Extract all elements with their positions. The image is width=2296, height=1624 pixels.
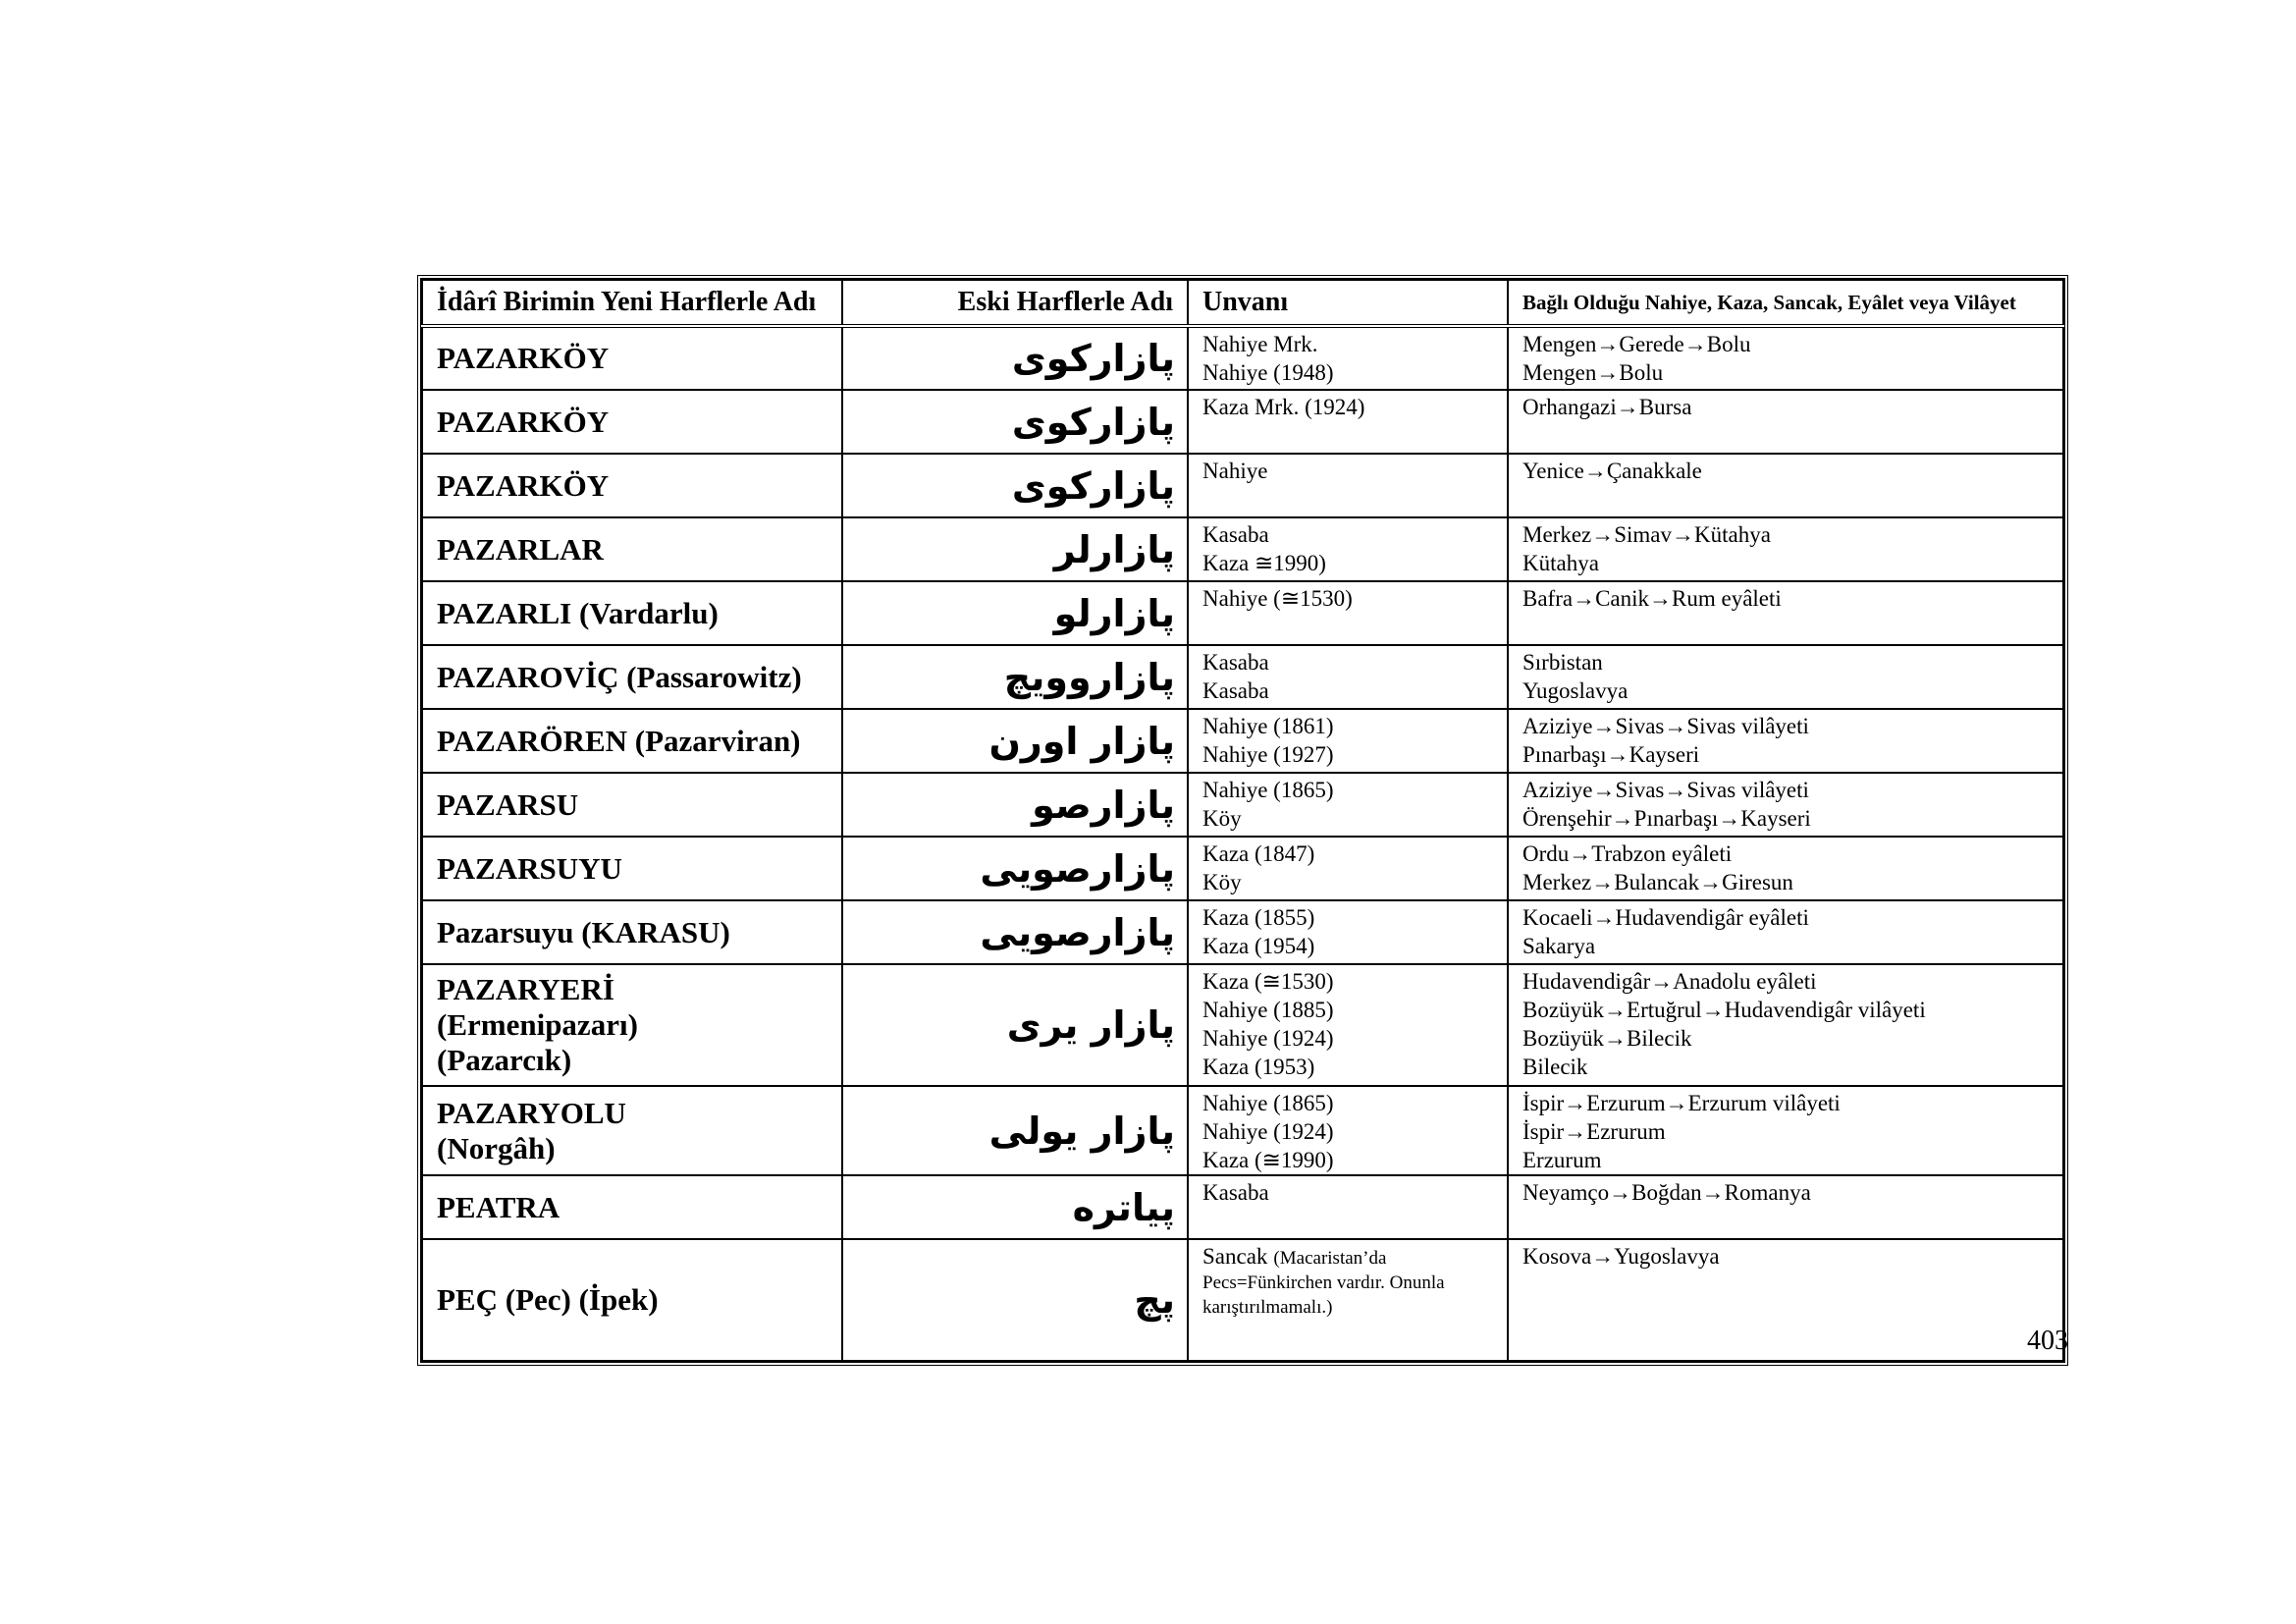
unit-affiliation-line: Mengen→Gerede→Bolu (1522, 332, 1751, 356)
unit-affiliation-line: Örenşehir→Pınarbaşı→Kayseri (1522, 806, 1811, 831)
unit-title-line: Kaza (1954) (1202, 934, 1315, 958)
unit-affiliation-line: Merkez→Bulancak→Giresun (1522, 870, 1793, 894)
unit-new-name-line: PEATRA (437, 1189, 561, 1224)
unit-title (1188, 773, 1508, 837)
unit-old-name: پازارلو (842, 581, 1188, 645)
page-number: 403 (2027, 1326, 2068, 1356)
unit-affiliation (1508, 709, 2063, 773)
unit-title-line: Nahiye (≅1530) (1202, 586, 1353, 611)
unit-affiliation-line: Aziziye→Sivas→Sivas vilâyeti (1522, 714, 1809, 738)
unit-new-name (422, 964, 842, 1086)
unit-title-line: Pecs=Fünkirchen vardır. Onunla (1202, 1272, 1445, 1293)
unit-affiliation-line: Sakarya (1522, 934, 1596, 958)
table-row (422, 964, 2063, 1086)
unit-affiliation-line: Ordu→Trabzon eyâleti (1522, 841, 1733, 866)
unit-new-name-line: PAZARKÖY (437, 341, 610, 375)
unit-new-name (422, 517, 842, 581)
unit-new-name-line: PAZARKÖY (437, 467, 610, 503)
unit-new-name (422, 1175, 842, 1239)
unit-old-name: پياتره (842, 1175, 1188, 1239)
unit-new-name (422, 709, 842, 773)
table-row (422, 1086, 2063, 1175)
unit-title (1188, 454, 1508, 517)
table-row (422, 326, 2063, 390)
unit-old-name: پازار اورن (842, 709, 1188, 773)
unit-affiliation-line: Erzurum (1522, 1148, 1602, 1172)
unit-affiliation-line: Pınarbaşı→Kayseri (1522, 742, 1700, 767)
table-row (422, 581, 2063, 645)
unit-title-line: Kaza Mrk. (1924) (1202, 395, 1365, 419)
unit-title-line: Sancak (1202, 1244, 1268, 1269)
table-row (422, 900, 2063, 964)
unit-affiliation (1508, 964, 2063, 1086)
unit-new-name-line: PAZARLI (Vardarlu) (437, 595, 719, 630)
header-affiliation: Bağlı Olduğu Nahiye, Kaza, Sancak, Eyâlet veya Vilâyet (1508, 280, 2063, 326)
unit-new-name (422, 326, 842, 390)
unit-affiliation-line: Kocaeli→Hudavendigâr eyâleti (1522, 905, 1809, 930)
unit-title (1188, 390, 1508, 454)
unit-new-name (422, 900, 842, 964)
unit-title-line: Nahiye (1924) (1202, 1026, 1334, 1051)
unit-title (1188, 1239, 1508, 1361)
unit-title-line: Nahiye (1927) (1202, 742, 1334, 767)
unit-affiliation-line: Orhangazi→Bursa (1522, 395, 1692, 419)
unit-affiliation-line: Yugoslavya (1522, 678, 1629, 703)
unit-title-line: Nahiye (1865) (1202, 778, 1334, 802)
unit-title-line: Nahiye (1885) (1202, 998, 1334, 1022)
unit-old-name: پازارصو (842, 773, 1188, 837)
unit-title-line: Kaza (1953) (1202, 1055, 1315, 1079)
unit-affiliation-line: Aziziye→Sivas→Sivas vilâyeti (1522, 778, 1809, 802)
unit-affiliation (1508, 900, 2063, 964)
unit-title-line: Kaza (≅1990) (1202, 1148, 1334, 1172)
unit-affiliation-line: Kosova→Yugoslavya (1522, 1244, 1720, 1269)
unit-title (1188, 645, 1508, 709)
unit-title-line: (Macaristan’da (1273, 1248, 1387, 1269)
unit-title-line: Köy (1202, 870, 1242, 894)
unit-title (1188, 517, 1508, 581)
unit-old-name: پازاركوى (842, 326, 1188, 390)
unit-new-name-line: PAZARSUYU (437, 850, 622, 886)
unit-title-line: Nahiye (1861) (1202, 714, 1334, 738)
table-row (422, 709, 2063, 773)
unit-new-name (422, 645, 842, 709)
unit-new-name (422, 454, 842, 517)
unit-title-line: Nahiye (1865) (1202, 1091, 1334, 1115)
unit-affiliation-line: Mengen→Bolu (1522, 360, 1664, 385)
unit-affiliation-line: Bozüyük→Bilecik (1522, 1026, 1692, 1051)
unit-title (1188, 709, 1508, 773)
unit-new-name-line: PAZARYOLU (437, 1095, 626, 1130)
unit-affiliation-line: İspir→Erzurum→Erzurum vilâyeti (1522, 1091, 1841, 1115)
unit-old-name: پازاركوى (842, 390, 1188, 454)
unit-affiliation (1508, 581, 2063, 645)
unit-new-name-line: (Pazarcık) (437, 1043, 572, 1077)
unit-new-name (422, 1086, 842, 1175)
unit-title-line: Nahiye (1202, 459, 1268, 483)
unit-old-name: پازار يولى (842, 1086, 1188, 1175)
unit-old-name: پازارلر (842, 517, 1188, 581)
unit-affiliation (1508, 390, 2063, 454)
unit-title-line: karıştırılmamalı.) (1202, 1297, 1333, 1318)
unit-new-name (422, 837, 842, 900)
unit-affiliation-line: Sırbistan (1522, 650, 1603, 675)
unit-title-line: Nahiye (1924) (1202, 1119, 1334, 1144)
unit-affiliation-line: Kütahya (1522, 551, 1599, 575)
unit-title-line: Nahiye (1948) (1202, 360, 1334, 385)
unit-affiliation (1508, 1175, 2063, 1239)
table-row (422, 645, 2063, 709)
unit-new-name-line: PAZAROVİÇ (Passarowitz) (437, 659, 802, 694)
table-row (422, 390, 2063, 454)
unit-title-line: Kasaba (1202, 650, 1269, 675)
header-old-name: Eski Harflerle Adı (842, 280, 1188, 326)
unit-new-name-line: PAZARÖREN (Pazarviran) (437, 723, 801, 758)
unit-affiliation-line: Bilecik (1522, 1055, 1588, 1079)
unit-old-name: پازارصويى (842, 837, 1188, 900)
unit-affiliation (1508, 773, 2063, 837)
unit-title-line: Kasaba (1202, 522, 1269, 547)
unit-old-name: پازار يرى (842, 964, 1188, 1086)
unit-old-name: پچ (842, 1239, 1188, 1361)
unit-title (1188, 900, 1508, 964)
unit-title-line: Kaza (1855) (1202, 905, 1315, 930)
unit-title (1188, 1175, 1508, 1239)
table-row (422, 1239, 2063, 1361)
unit-affiliation-line: Merkez→Simav→Kütahya (1522, 522, 1771, 547)
unit-affiliation (1508, 326, 2063, 390)
table-row (422, 773, 2063, 837)
table-header-row (422, 280, 2063, 326)
unit-new-name-line: PAZARSU (437, 786, 579, 822)
unit-old-name: پازاروويچ (842, 645, 1188, 709)
unit-affiliation-line: Neyamço→Boğdan→Romanya (1522, 1180, 1811, 1205)
unit-new-name-line: (Norgâh) (437, 1130, 556, 1165)
unit-affiliation-line: Hudavendigâr→Anadolu eyâleti (1522, 969, 1817, 994)
unit-new-name-line: PAZARKÖY (437, 404, 610, 439)
unit-title-line: Kaza ≅1990) (1202, 551, 1326, 575)
unit-title (1188, 326, 1508, 390)
unit-affiliation (1508, 1239, 2063, 1361)
table-row (422, 517, 2063, 581)
unit-affiliation-line: Bafra→Canik→Rum eyâleti (1522, 586, 1782, 611)
unit-affiliation (1508, 517, 2063, 581)
unit-new-name-line: PAZARYERİ (437, 972, 614, 1006)
table-row (422, 837, 2063, 900)
unit-affiliation-line: Yenice→Çanakkale (1522, 459, 1702, 483)
unit-new-name (422, 1239, 842, 1361)
unit-new-name (422, 581, 842, 645)
unit-new-name-line: PAZARLAR (437, 531, 604, 567)
unit-title-line: Köy (1202, 806, 1242, 831)
unit-new-name-line: (Ermenipazarı) (437, 1007, 638, 1042)
unit-title (1188, 837, 1508, 900)
unit-affiliation (1508, 1086, 2063, 1175)
unit-new-name (422, 773, 842, 837)
unit-new-name (422, 390, 842, 454)
unit-title (1188, 1086, 1508, 1175)
unit-affiliation (1508, 454, 2063, 517)
unit-affiliation-line: Bozüyük→Ertuğrul→Hudavendigâr vilâyeti (1522, 998, 1926, 1022)
unit-title-line: Kasaba (1202, 1180, 1269, 1205)
unit-title (1188, 581, 1508, 645)
unit-old-name: پازارصويى (842, 900, 1188, 964)
administrative-units-table (417, 275, 2068, 1366)
unit-affiliation-line: İspir→Ezrurum (1522, 1119, 1666, 1144)
table-row (422, 1175, 2063, 1239)
unit-title-line: Kasaba (1202, 678, 1269, 703)
unit-new-name-line: PEÇ (Pec) (İpek) (437, 1282, 659, 1317)
unit-title-line: Nahiye Mrk. (1202, 332, 1318, 356)
unit-title (1188, 964, 1508, 1086)
header-new-name: İdârî Birimin Yeni Harflerle Adı (422, 280, 842, 326)
unit-affiliation (1508, 645, 2063, 709)
unit-old-name: پازاركوى (842, 454, 1188, 517)
table-row (422, 454, 2063, 517)
unit-title-line: Kaza (1847) (1202, 841, 1315, 866)
unit-new-name-line: Pazarsuyu (KARASU) (437, 914, 730, 949)
unit-title-line: Kaza (≅1530) (1202, 969, 1334, 994)
header-title: Unvanı (1188, 280, 1508, 326)
unit-affiliation (1508, 837, 2063, 900)
